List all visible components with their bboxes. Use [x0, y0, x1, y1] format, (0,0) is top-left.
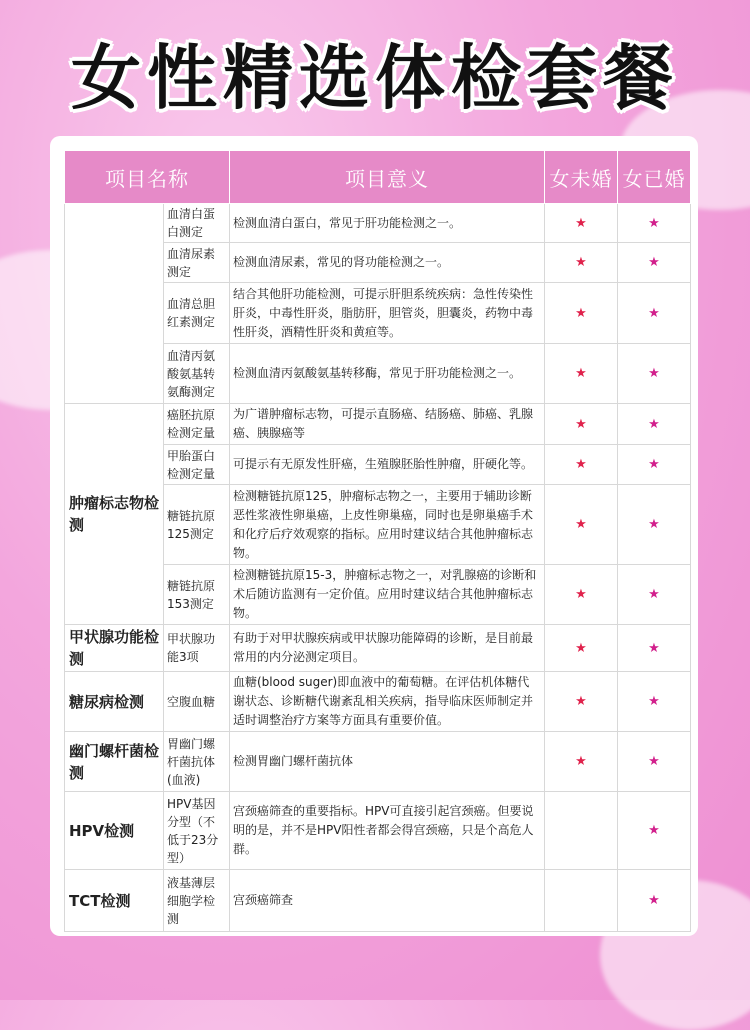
- category-cell: 肿瘤标志物检测: [65, 404, 164, 625]
- item-name: 空腹血糖: [164, 672, 230, 732]
- star-married: ★: [618, 625, 691, 672]
- table-row: [65, 732, 691, 792]
- star-unmarried-empty: [545, 870, 618, 932]
- category-cell: 糖尿病检测: [65, 672, 164, 732]
- star-married: ★: [618, 565, 691, 625]
- star-married: ★: [618, 672, 691, 732]
- star-married: ★: [618, 445, 691, 485]
- star-unmarried: ★: [545, 204, 618, 243]
- item-name: 甲状腺功能3项: [164, 625, 230, 672]
- header-married: 女已婚: [618, 151, 691, 204]
- item-desc: 检测血清丙氨酸氨基转移酶，常见于肝功能检测之一。: [230, 344, 545, 404]
- star-unmarried: ★: [545, 565, 618, 625]
- category-cell: [65, 204, 164, 404]
- star-married: ★: [618, 485, 691, 565]
- item-desc: 检测糖链抗原125，肿瘤标志物之一，主要用于辅助诊断恶性浆液性卵巢癌，上皮性卵巢癌，同时也是卵巢癌手术和化疗后疗效观察的指标。应用时建议结合其他肿瘤标志物。: [230, 485, 545, 565]
- table-row: [65, 404, 691, 445]
- table-row: [65, 204, 691, 243]
- page-title: 女性精选体检套餐: [71, 37, 679, 119]
- header-meaning: 项目意义: [230, 151, 545, 204]
- item-name: 血清尿素测定: [164, 243, 230, 283]
- item-desc: 宫颈癌筛查的重要指标。HPV可直接引起宫颈癌。但要说明的是，并不是HPV阳性者都会得宫颈癌，只是个高危人群。: [230, 792, 545, 870]
- table-header-row: [65, 151, 691, 204]
- category-cell: TCT检测: [65, 870, 164, 932]
- header-unmarried: 女未婚: [545, 151, 618, 204]
- star-married: ★: [618, 243, 691, 283]
- item-name: 糖链抗原125测定: [164, 485, 230, 565]
- item-desc: 宫颈癌筛查: [230, 870, 545, 932]
- star-unmarried: ★: [545, 485, 618, 565]
- star-married: ★: [618, 283, 691, 344]
- table-row: [65, 672, 691, 732]
- item-name: HPV基因分型（不低于23分型）: [164, 792, 230, 870]
- category-cell: 幽门螺杆菌检测: [65, 732, 164, 792]
- table-row: [65, 792, 691, 870]
- item-desc: 检测胃幽门螺杆菌抗体: [230, 732, 545, 792]
- item-name: 甲胎蛋白检测定量: [164, 445, 230, 485]
- item-desc: 结合其他肝功能检测，可提示肝胆系统疾病：急性传染性肝炎，中毒性肝炎，脂肪肝，胆管炎，胆囊炎，药物中毒性肝炎，酒精性肝炎和黄疸等。: [230, 283, 545, 344]
- star-unmarried-empty: [545, 792, 618, 870]
- star-married: ★: [618, 204, 691, 243]
- star-married: ★: [618, 870, 691, 932]
- checkup-table: [64, 150, 691, 932]
- item-name: 糖链抗原153测定: [164, 565, 230, 625]
- star-unmarried: ★: [545, 344, 618, 404]
- item-desc: 有助于对甲状腺疾病或甲状腺功能障碍的诊断，是目前最常用的内分泌测定项目。: [230, 625, 545, 672]
- star-married: ★: [618, 344, 691, 404]
- item-desc: 检测血清白蛋白，常见于肝功能检测之一。: [230, 204, 545, 243]
- header-item-name: 项目名称: [65, 151, 230, 204]
- item-name: 胃幽门螺杆菌抗体(血液): [164, 732, 230, 792]
- item-name: 血清丙氨酸氨基转氨酶测定: [164, 344, 230, 404]
- item-desc: 为广谱肿瘤标志物，可提示直肠癌、结肠癌、肺癌、乳腺癌、胰腺癌等: [230, 404, 545, 445]
- star-unmarried: ★: [545, 445, 618, 485]
- item-name: 液基薄层细胞学检测: [164, 870, 230, 932]
- item-name: 血清白蛋白测定: [164, 204, 230, 243]
- star-married: ★: [618, 732, 691, 792]
- item-desc: 检测糖链抗原15-3，肿瘤标志物之一，对乳腺癌的诊断和术后随访监测有一定价值。应用时建议结合其他肿瘤标志物。: [230, 565, 545, 625]
- star-married: ★: [618, 404, 691, 445]
- item-desc: 检测血清尿素，常见的肾功能检测之一。: [230, 243, 545, 283]
- category-cell: 甲状腺功能检测: [65, 625, 164, 672]
- item-desc: 可提示有无原发性肝癌，生殖腺胚胎性肿瘤，肝硬化等。: [230, 445, 545, 485]
- star-married: ★: [618, 792, 691, 870]
- table-row: [65, 870, 691, 932]
- star-unmarried: ★: [545, 404, 618, 445]
- category-cell: HPV检测: [65, 792, 164, 870]
- item-desc: 血糖(blood suger)即血液中的葡萄糖。在评估机体糖代谢状态、诊断糖代谢紊乱相关疾病，指导临床医师制定并适时调整治疗方案等方面具有重要价值。: [230, 672, 545, 732]
- table-row: [65, 625, 691, 672]
- star-unmarried: ★: [545, 243, 618, 283]
- star-unmarried: ★: [545, 625, 618, 672]
- star-unmarried: ★: [545, 283, 618, 344]
- star-unmarried: ★: [545, 732, 618, 792]
- table-card: [50, 136, 698, 936]
- item-name: 癌胚抗原检测定量: [164, 404, 230, 445]
- item-name: 血清总胆红素测定: [164, 283, 230, 344]
- star-unmarried: ★: [545, 672, 618, 732]
